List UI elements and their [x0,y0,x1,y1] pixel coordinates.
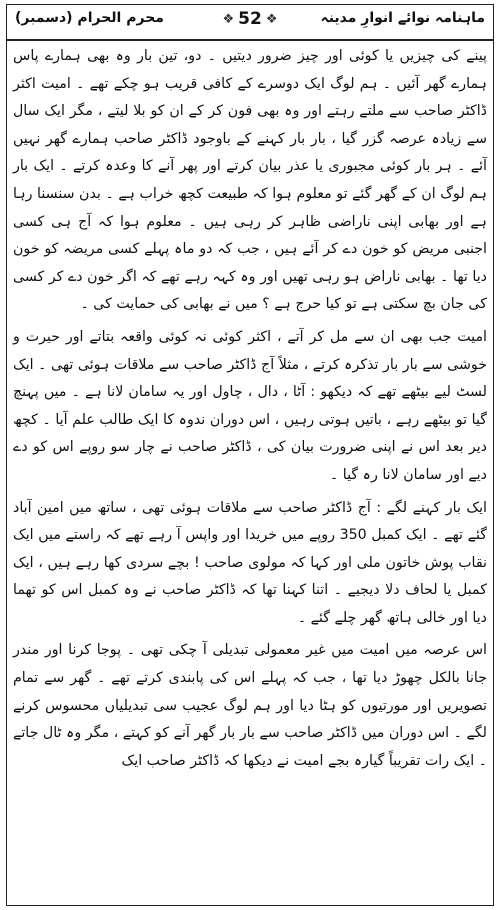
page-number-badge [223,9,278,29]
paragraph: اس عرصہ میں امیت میں غیر معمولی تبدیلی آ چکی تھی ۔ پوجا کرنا اور مندر جانا بالکل چھوڑ دیا تھا ، جب کہ پہلے اس کی پابندی کرتے تھے ۔ گھر سے تمام تصویریں اور مورتیوں کو ہٹا دیا اور ہم لوگ عجیب سی تبدیلیاں محسوس کرنے لگے ۔ اس دوران میں ڈاکٹر صاحب سے بار بار گھر آنے کو کہتے ، مگر وہ ٹال جاتے ۔ ایک رات تقریباً گیارہ بجے امیت نے دیکھا کہ ڈاکٹر صاحب ایک [13,642,487,769]
ornament-icon: ❖ [222,11,235,27]
magazine-title: ماہنامہ نوائے انوارِ مدینہ [320,10,485,26]
paragraph: امیت جب بھی ان سے مل کر آتے ، اکثر کوئی نہ کوئی واقعہ بتاتے اور حیرت و خوشی سے بار بار تذکرہ کرتے ، مثلاً آج ڈاکٹر صاحب سے ملاقات ہوئی تھی ۔ ایک لسٹ لیے بیٹھے تھے کہ دیکھو : آٹا ، دال ، چاول اور یہ سامان لانا ہے ۔ میں پہنچ گیا تو بیٹھے رہے ، باتیں ہوتی رہیں ، اس دوران ندوہ کا ایک طالب علم آیا ۔ کچھ دیر بعد اس نے اپنی ضرورت بیان کی ، ڈاکٹر صاحب نے چار سو روپے اس کو دے دیے اور سامان لانا رہ گیا ۔ [13,328,487,483]
issue-date: محرم الحرام (دسمبر) [15,10,164,26]
ornament-icon: ❖ [265,11,278,27]
page-header [7,5,493,41]
paragraph: پینے کی چیزیں یا کوئی اور چیز ضرور دیتیں ۔ دو، تین بار وہ بھی ہمارے پاس ہمارے گھر آئیں ۔ ہم لوگ ایک دوسرے کے کافی قریب ہو چکے تھے ۔ امیت اکثر ڈاکٹر صاحب سے ملتے رہتے اور وہ بھی فون کر کے ان کو بلا لیتے ، مگر ایک سال سے زیادہ عرصہ گزر گیا ، بار بار کہنے کے باوجود ڈاکٹر صاحب ہمارے گھر نہیں آئے ۔ ہر بار کوئی مجبوری یا عذر بیان کرتے اور پھر آنے کا وعدہ کرتے ۔ ایک بار ہم لوگ ان کے گھر گئے تو معلوم ہوا کہ طبیعت کچھ خراب ہے ۔ بدن سنسنا رہا ہے اور بھابی اپنی ناراضی ظاہر کر رہی ہیں ۔ معلوم ہوا کہ آج ہی کسی اجنبی مریض کو خون دے کر آئے ہیں ، جب کہ دو ماہ پہلے کسی مریضہ کو خون دیا تھا ۔ بھابی ناراض ہو رہی تھیں اور وہ کہہ رہے تھے کہ اگر خون دے کر کسی کی جان بچ سکتی ہے تو کیا حرج ہے ؟ میں نے بھابی کی حمایت کی ۔ [13,48,487,313]
page-number: 52 [238,9,262,29]
article-body [13,43,487,903]
magazine-page [6,4,494,906]
paragraph: ایک بار کہنے لگے : آج ڈاکٹر صاحب سے ملاقات ہوئی تھی ، ساتھ میں امین آباد گئے تھے ۔ ایک کمبل 350 روپے میں خریدا اور واپس آ رہے تھے کہ راستے میں ایک نقاب پوش خاتون ملی اور کہا کہ مولوی صاحب ! بچے سردی کھا رہے ہیں ، ایک کمبل یا لحاف دلا دیجیے ۔ اتنا کہنا تھا کہ ڈاکٹر صاحب نے وہ کمبل اس کو تھما دیا اور خالی ہاتھ گھر چلے گئے ۔ [13,499,487,626]
